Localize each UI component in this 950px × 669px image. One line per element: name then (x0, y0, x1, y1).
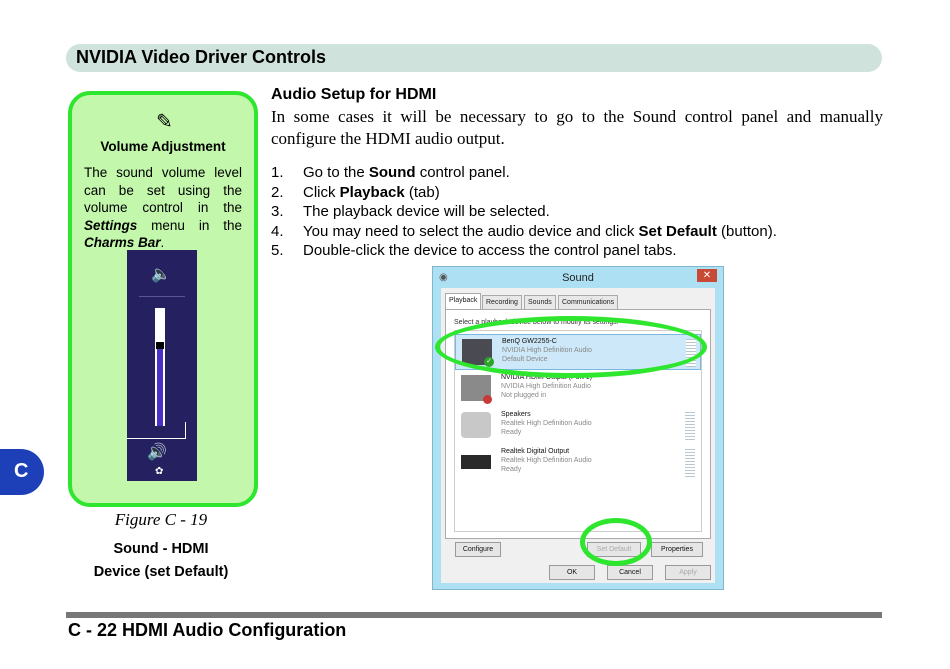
footer-rule (66, 612, 882, 618)
figure-caption: Figure C - 19 (114, 510, 208, 529)
device-item[interactable] (455, 408, 701, 444)
volume-separator (139, 296, 185, 297)
chapter-tab (0, 449, 44, 495)
set-default-button[interactable]: Set Default (587, 542, 641, 557)
volume-panel (127, 250, 197, 481)
close-button[interactable]: ✕ (697, 269, 717, 282)
device-status: Default Device (502, 356, 548, 363)
figure-title: Sound - HDMI Device (set Default) (93, 541, 229, 580)
device-driver: NVIDIA High Definition Audio (501, 383, 591, 390)
tab-playback[interactable]: Playback (445, 293, 481, 311)
speaker-mute-icon[interactable]: 🔊 (147, 444, 167, 461)
device-driver: NVIDIA High Definition Audio (502, 347, 592, 354)
list-item: 2. Click Playback (tab) (271, 183, 440, 201)
device-name: NVIDIA HDMI Output (Port 1) (501, 374, 593, 381)
sound-dialog (432, 266, 724, 590)
volume-slider-thumb[interactable] (156, 342, 164, 349)
device-driver: Realtek High Definition Audio (501, 457, 592, 464)
note-box (68, 91, 258, 507)
chapter-letter: C (14, 460, 29, 482)
device-driver: Realtek High Definition Audio (501, 420, 592, 427)
level-meter (685, 412, 695, 440)
level-meter (685, 449, 695, 477)
properties-button[interactable]: Properties (651, 542, 703, 557)
device-name: BenQ GW2255-C (502, 338, 557, 345)
receiver-icon (461, 455, 491, 469)
note-title: Volume Adjustment (100, 139, 226, 154)
list-item: 4. You may need to select the audio device and click Set Default (button). (271, 222, 777, 240)
list-item: 5. Double-click the device to access the control panel tabs. (271, 242, 677, 259)
note-text: The sound volume level can be set using the volume control in the Settings menu in the Charms Bar. (84, 165, 242, 250)
sound-app-icon: ◉ (439, 272, 448, 283)
volume-frame (127, 422, 186, 439)
highlight-oval-device (435, 316, 707, 378)
device-name: Realtek Digital Output (501, 448, 570, 455)
apply-button[interactable]: Apply (665, 565, 711, 580)
header-title: NVIDIA Video Driver Controls (76, 47, 327, 67)
instruction-text: Select a playback device below to modify its settings: (454, 319, 619, 326)
volume-slider-fill (157, 348, 163, 426)
tab-communications[interactable]: Communications (558, 295, 618, 310)
device-status: Ready (501, 466, 522, 473)
device-status: Ready (501, 429, 522, 436)
tab-recording[interactable]: Recording (482, 295, 522, 310)
dialog-title: Sound (562, 272, 594, 284)
list-item: 3. The playback device will be selected. (271, 203, 550, 220)
steps-list (271, 164, 891, 262)
pencil-icon: ✎ (156, 111, 173, 133)
device-name: Speakers (501, 411, 531, 418)
cancel-button[interactable]: Cancel (607, 565, 653, 580)
unplugged-icon (483, 395, 492, 404)
speaker-icon: 🔈 (151, 266, 171, 283)
list-item: 1. Go to the Sound control panel. (271, 164, 510, 181)
device-status: Not plugged in (501, 392, 547, 399)
device-item[interactable] (455, 445, 701, 481)
ok-button[interactable]: OK (549, 565, 595, 580)
default-check-icon: ✓ (484, 357, 494, 367)
tab-sounds[interactable]: Sounds (524, 295, 556, 310)
section-title: Audio Setup for HDMI (271, 86, 437, 103)
header-bar (66, 44, 882, 72)
configure-button[interactable]: Configure (455, 542, 501, 557)
footer-title: C - 22 HDMI Audio Configuration (68, 620, 347, 640)
settings-small-icon: ✿ (155, 466, 164, 477)
speaker-device-icon (461, 412, 491, 438)
highlight-oval-set-default (580, 518, 652, 566)
intro-paragraph: In some cases it will be necessary to go to the Sound control panel and manually configure the HDMI audio output. (271, 107, 883, 148)
